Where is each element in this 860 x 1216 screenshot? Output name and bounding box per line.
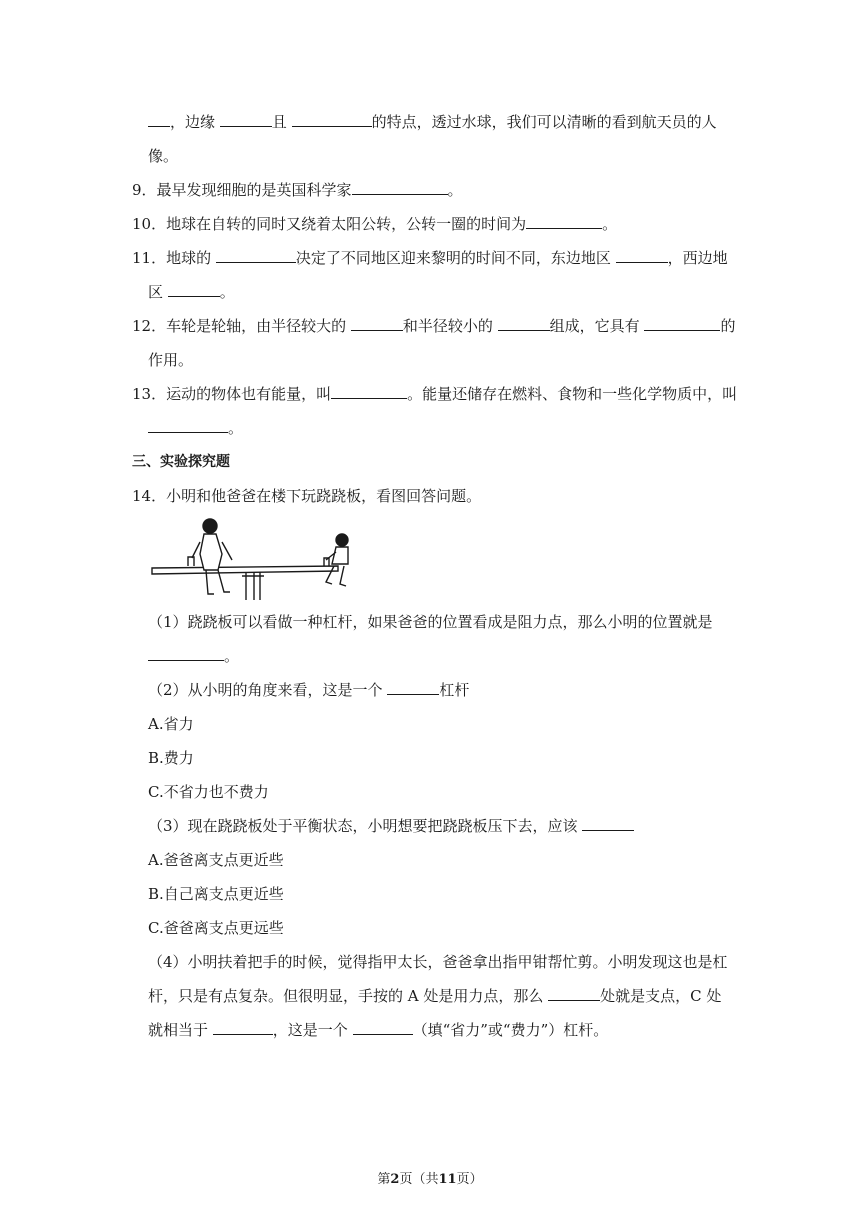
- option-a[interactable]: A.爸爸离支点更近些: [148, 851, 284, 869]
- answer-blank[interactable]: [148, 112, 170, 127]
- q8-line-2: 像。: [148, 147, 179, 165]
- option-b[interactable]: B.自己离支点更近些: [148, 885, 284, 903]
- q8-line: ，边缘 且 的特点，透过水球，我们可以清晰的看到航天员的人: [148, 112, 717, 132]
- answer-blank[interactable]: [351, 316, 403, 331]
- question-14-part-4: （4）小明扶着把手的时候，觉得指甲太长，爸爸拿出指甲钳帮忙剪。小明发现这也是杠: [148, 953, 728, 971]
- answer-blank[interactable]: [331, 384, 407, 399]
- question-9: 9．最早发现细胞的是英国科学家 。: [132, 181, 463, 199]
- answer-blank[interactable]: [352, 180, 448, 195]
- question-14-part-3: （3）现在跷跷板处于平衡状态，小明想要把跷跷板压下去，应该: [148, 816, 634, 836]
- answer-blank[interactable]: [213, 1020, 273, 1035]
- question-14-part-4-line-2: 杆，只是有点复杂。但很明显，手按的 A 处是用力点，那么 处就是支点，C 处: [148, 987, 722, 1005]
- question-14-part-1: （1）跷跷板可以看做一种杠杆，如果爸爸的位置看成是阻力点，那么小明的位置就是: [148, 613, 713, 631]
- option-c[interactable]: C.爸爸离支点更远些: [148, 919, 284, 937]
- section-heading: 三、实验探究题: [132, 454, 230, 470]
- question-13-line-2: 。: [148, 418, 243, 438]
- answer-blank[interactable]: [216, 248, 296, 263]
- question-14-part-1-line-2: 。: [148, 646, 239, 666]
- option-c[interactable]: C.不省力也不费力: [148, 783, 269, 801]
- seesaw-figure: [148, 510, 360, 600]
- answer-blank[interactable]: [498, 316, 550, 331]
- answer-blank[interactable]: [582, 816, 634, 831]
- question-14-part-2: （2）从小明的角度来看，这是一个 杠杆: [148, 681, 470, 699]
- option-b[interactable]: B.费力: [148, 749, 194, 767]
- question-13: 13．运动的物体也有能量，叫 。能量还储存在燃料、食物和一些化学物质中，叫: [132, 385, 738, 403]
- question-12-line-2: 作用。: [148, 351, 194, 369]
- question-11-line-2: 区 。: [148, 283, 235, 301]
- answer-blank[interactable]: [148, 418, 228, 433]
- page-number: 2: [390, 1172, 400, 1187]
- answer-blank[interactable]: [220, 112, 272, 127]
- question-14-part-4-line-3: 就相当于 ，这是一个 （填“省力”或“费力”）杠杆。: [148, 1021, 609, 1039]
- question-12: 12．车轮是轮轴，由半径较大的 和半径较小的 组成，它具有 的: [132, 317, 736, 335]
- answer-blank[interactable]: [168, 282, 220, 297]
- answer-blank[interactable]: [644, 316, 720, 331]
- page-total: 11: [438, 1172, 457, 1187]
- question-10: 10．地球在自转的同时又绕着太阳公转，公转一圈的时间为 。: [132, 215, 618, 233]
- answer-blank[interactable]: [548, 986, 600, 1001]
- question-14-stem: 14．小明和他爸爸在楼下玩跷跷板，看图回答问题。: [132, 487, 482, 505]
- answer-blank[interactable]: [387, 680, 439, 695]
- answer-blank[interactable]: [353, 1020, 413, 1035]
- answer-blank[interactable]: [526, 214, 602, 229]
- question-11: 11．地球的 决定了不同地区迎来黎明的时间不同，东边地区 ，西边地: [132, 249, 728, 267]
- answer-blank[interactable]: [148, 646, 224, 661]
- option-a[interactable]: A.省力: [148, 715, 194, 733]
- answer-blank[interactable]: [292, 112, 372, 127]
- page-footer: 第2页（共11页）: [377, 1172, 483, 1187]
- answer-blank[interactable]: [616, 248, 668, 263]
